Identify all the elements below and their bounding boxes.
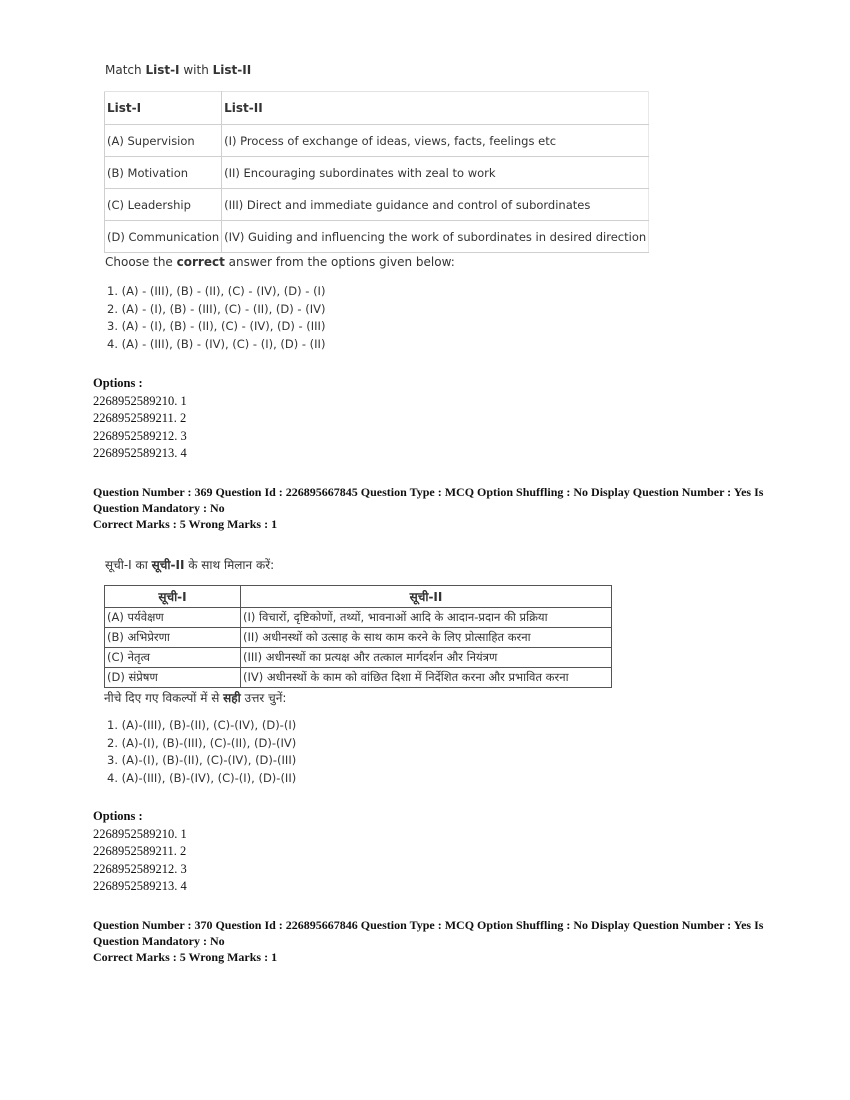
table-row bbox=[105, 668, 612, 688]
intro-text: सूची-I bbox=[105, 558, 132, 572]
choose-bold: सही bbox=[223, 691, 241, 705]
option-id: 2268952589213. 4 bbox=[93, 446, 187, 460]
table-row bbox=[105, 157, 649, 189]
match-table-hindi bbox=[104, 585, 612, 688]
answer-option: 3. (A) - (I), (B) - (II), (C) - (IV), (D) - (III) bbox=[107, 319, 326, 333]
intro-text: Match bbox=[105, 63, 146, 77]
question-meta-line: Question Number : 369 Question Id : 226895667845 Question Type : MCQ Option Shuffling : No Display Question Number : Yes Is Question Mandatory : No bbox=[93, 485, 764, 515]
table-cell: (A) Supervision bbox=[105, 125, 222, 157]
option-id: 2268952589212. 3 bbox=[93, 861, 187, 876]
table-row bbox=[105, 189, 649, 221]
table-cell: (II) अधीनस्थों को उत्साह के साथ काम करने के लिए प्रोत्साहित करना bbox=[241, 628, 612, 648]
choose-instruction bbox=[105, 255, 455, 269]
table-cell: (B) अभिप्रेरणा bbox=[105, 628, 241, 648]
option-id: 2268952589210. 1 bbox=[93, 393, 187, 408]
options-block bbox=[93, 375, 187, 463]
header-list2: List-II bbox=[222, 92, 649, 125]
table-cell: (IV) अधीनस्थों के काम को वांछित दिशा में निर्देशित करना और प्रभावित करना bbox=[241, 668, 612, 688]
intro-text: के साथ मिलान करें: bbox=[184, 558, 275, 572]
answer-option: 3. (A)-(I), (B)-(II), (C)-(IV), (D)-(III) bbox=[107, 753, 297, 767]
answer-option: 4. (A)-(III), (B)-(IV), (C)-(I), (D)-(II) bbox=[107, 770, 297, 785]
intro-text: का bbox=[131, 558, 152, 572]
question-meta bbox=[93, 917, 773, 965]
options-heading: Options : bbox=[93, 809, 143, 823]
table-cell: (C) Leadership bbox=[105, 189, 222, 221]
choose-text: उत्तर चुनें: bbox=[240, 691, 287, 705]
table-row bbox=[105, 608, 612, 628]
table-row bbox=[105, 221, 649, 253]
choose-text: Choose the bbox=[105, 255, 177, 269]
intro-list1: List-I bbox=[145, 63, 180, 77]
table-cell: (IV) Guiding and influencing the work of subordinates in desired direction bbox=[222, 221, 649, 253]
header-list2: सूची-II bbox=[241, 586, 612, 608]
answer-option: 2. (A) - (I), (B) - (III), (C) - (II), (D) - (IV) bbox=[107, 301, 326, 316]
question-meta bbox=[93, 484, 773, 532]
table-cell: (III) अधीनस्थों का प्रत्यक्ष और तत्काल मार्गदर्शन और नियंत्रण bbox=[241, 648, 612, 668]
answer-options-hindi bbox=[107, 717, 296, 787]
option-id: 2268952589211. 2 bbox=[93, 844, 187, 858]
intro-list2: List-II bbox=[212, 63, 252, 77]
option-id: 2268952589211. 2 bbox=[93, 411, 187, 425]
question-intro bbox=[105, 63, 251, 77]
answer-options bbox=[107, 283, 325, 353]
option-id: 2268952589213. 4 bbox=[93, 879, 187, 893]
choose-text: नीचे दिए गए विकल्पों में से bbox=[104, 691, 224, 705]
table-row bbox=[105, 125, 649, 157]
table-cell: (II) Encouraging subordinates with zeal to work bbox=[222, 157, 649, 189]
intro-list2: सूची-II bbox=[151, 558, 185, 572]
answer-option: 1. (A)-(III), (B)-(II), (C)-(IV), (D)-(I) bbox=[107, 718, 297, 732]
options-heading: Options : bbox=[93, 376, 143, 390]
match-table bbox=[104, 91, 649, 253]
header-list1: List-I bbox=[105, 92, 222, 125]
table-cell: (I) Process of exchange of ideas, views, facts, feelings etc bbox=[222, 125, 649, 157]
table-header-row bbox=[105, 586, 612, 608]
question-meta-line: Question Number : 370 Question Id : 226895667846 Question Type : MCQ Option Shuffling : No Display Question Number : Yes Is Question Mandatory : No bbox=[93, 918, 764, 948]
choose-bold: correct bbox=[176, 255, 225, 269]
table-cell: (B) Motivation bbox=[105, 157, 222, 189]
header-list1: सूची-I bbox=[105, 586, 241, 608]
marks-line: Correct Marks : 5 Wrong Marks : 1 bbox=[93, 517, 278, 531]
table-row bbox=[105, 628, 612, 648]
answer-option: 4. (A) - (III), (B) - (IV), (C) - (I), (D) - (II) bbox=[107, 336, 326, 351]
choose-text: answer from the options given below: bbox=[224, 255, 455, 269]
intro-text: with bbox=[179, 63, 213, 77]
option-id: 2268952589210. 1 bbox=[93, 826, 187, 841]
choose-instruction-hindi bbox=[104, 689, 286, 706]
table-cell: (I) विचारों, दृष्टिकोणों, तथ्यों, भावनाओं आदि के आदान-प्रदान की प्रक्रिया bbox=[241, 608, 612, 628]
question-intro-hindi bbox=[105, 556, 274, 573]
table-row bbox=[105, 648, 612, 668]
answer-option: 2. (A)-(I), (B)-(III), (C)-(II), (D)-(IV) bbox=[107, 735, 297, 750]
options-block bbox=[93, 808, 187, 896]
table-header-row bbox=[105, 92, 649, 125]
table-cell: (D) Communication bbox=[105, 221, 222, 253]
option-id: 2268952589212. 3 bbox=[93, 428, 187, 443]
table-cell: (C) नेतृत्व bbox=[105, 648, 241, 668]
table-cell: (D) संप्रेषण bbox=[105, 668, 241, 688]
table-cell: (III) Direct and immediate guidance and control of subordinates bbox=[222, 189, 649, 221]
marks-line: Correct Marks : 5 Wrong Marks : 1 bbox=[93, 950, 278, 964]
answer-option: 1. (A) - (III), (B) - (II), (C) - (IV), (D) - (I) bbox=[107, 284, 326, 298]
table-cell: (A) पर्यवेक्षण bbox=[105, 608, 241, 628]
